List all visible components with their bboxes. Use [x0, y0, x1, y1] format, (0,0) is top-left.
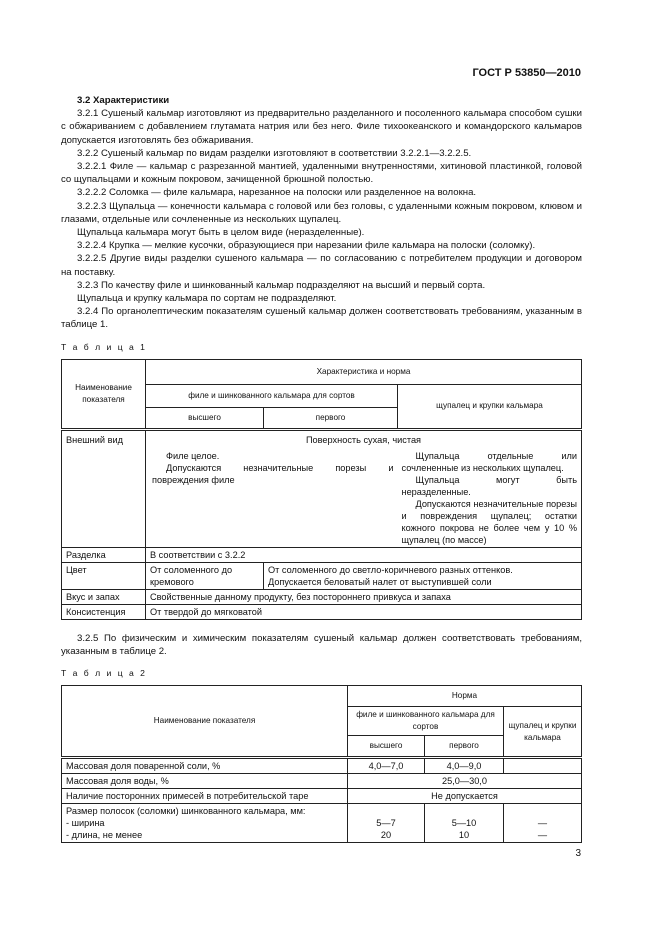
table2-head-tent: щупалец и крупки кальмара — [504, 707, 582, 758]
size-label: Размер полосок (соломки) шинкованного кальмара, мм: — [66, 806, 306, 817]
table2-head-first: первого — [425, 736, 504, 758]
document-header: ГОСТ Р 53850—2010 — [472, 67, 581, 79]
row-label-salt: Массовая доля поваренной соли, % — [62, 758, 348, 774]
table-1 — [61, 359, 582, 620]
paragraph: 3.2.4 По органолептическим показателям сушеный кальмар должен соответствовать требованиям, указанным в таблице 1. — [61, 306, 582, 331]
color-rest-2: Допускается беловатый налет от выступившей соли — [268, 576, 492, 587]
table2-caption: Т а б л и ц а 2 — [61, 668, 147, 679]
table1-head-top: высшего — [146, 407, 264, 429]
paragraph: 3.2.2.2 Соломка — филе кальмара, нарезанное на полоски или разделенное на волокна. — [77, 187, 477, 199]
page-number: 3 — [575, 848, 581, 859]
row-label-look: Внешний вид — [62, 429, 146, 547]
paragraph: 3.2.1 Сушеный кальмар изготовляют из предварительно разделанного и посоленного кальмара способом сушки с обжариванием с добавлением глутамата натрия или без него. Филе тихоокеанского и командорского кальмаров допускается изготовлять без обжаривания. — [61, 108, 582, 146]
size-top-cell — [348, 804, 425, 843]
page-content — [61, 94, 582, 843]
color-rest-1: От соломенного до светло-коричневого разных оттенков. — [268, 564, 513, 575]
paragraph: 3.2.2.1 Филе — кальмар с разрезанной мантией, удаленными внутренностями, хитиновой пластинкой, головой со щупальцами и кожным покровом, зачищенной брюшной полостью. — [61, 161, 582, 186]
size-first-cell — [425, 804, 504, 843]
table2-head-fillet: филе и шинкованного кальмара для сортов — [348, 707, 504, 736]
paragraph: 3.2.2 Сушеный кальмар по видам разделки изготовляют в соответствии 3.2.2.1—3.2.2.5. — [77, 147, 472, 159]
salt-top: 4,0—7,0 — [348, 758, 425, 774]
size-length-label: - длина, не менее — [66, 830, 143, 841]
table1-head-fillet: филе и шинкованного кальмара для сортов — [146, 384, 398, 407]
size-length-first: 10 — [458, 830, 470, 841]
size-tent-cell — [504, 804, 582, 843]
table1-head-first: первого — [264, 407, 398, 429]
row-label-cut: Разделка — [62, 547, 146, 562]
row-label-water: Массовая доля воды, % — [62, 774, 348, 789]
table1-head-name: Наименование показателя — [62, 359, 146, 429]
look-tent-2: Щупальца могут быть неразделенные. — [401, 474, 577, 497]
row-label-impurities: Наличие посторонних примесей в потребительской таре — [62, 789, 348, 804]
table2-head-norm: Норма — [348, 686, 582, 707]
look-fillet-cell — [146, 449, 398, 548]
table1-head-char: Характеристика и норма — [146, 359, 582, 384]
table2-head-name: Наименование показателя — [62, 686, 348, 758]
impurities-value: Не допускается — [348, 789, 582, 804]
salt-tent — [504, 758, 582, 774]
paragraph: 3.2.2.5 Другие виды разделки сушеного кальмара — по согласованию с потребителем продукции и договором на поставку. — [61, 253, 582, 278]
look-fillet-1: Филе целое. — [166, 450, 220, 461]
row-label-consistency: Консистенция — [62, 604, 146, 619]
size-width-tent: — — [537, 818, 548, 829]
look-tent-3: Допускаются незначительные порезы и повреждения щупалец; остатки кожного покрова не более чем у 10 % щупалец (по массе) — [401, 498, 577, 545]
taste-value: Свойственные данному продукту, без постороннего привкуса и запаха — [146, 589, 582, 604]
table2-head-top: высшего — [348, 736, 425, 758]
paragraph: 3.2.3 По качеству филе и шинкованный кальмар подразделяют на высший и первый сорта. — [77, 279, 486, 291]
look-fillet-2: Допускаются незначительные порезы и повреждения филе — [152, 462, 394, 485]
size-length-tent: — — [537, 830, 548, 841]
paragraph: 3.2.2.3 Щупальца — конечности кальмара с головой или без головы, с удаленными кожным покровом, клювом и глазами, отдельные или сочлененные из нескольких щупалец. — [61, 200, 582, 225]
table-2 — [61, 685, 582, 843]
section-title: 3.2 Характеристики — [77, 95, 170, 106]
size-width-top: 5—7 — [376, 818, 396, 829]
look-surface: Поверхность сухая, чистая — [146, 429, 582, 449]
size-width-first: 5—10 — [451, 818, 477, 829]
water-value: 25,0—30,0 — [348, 774, 582, 789]
look-tent-1: Щупальца отдельные или сочлененные из нескольких щупалец. — [401, 450, 577, 473]
size-width-label: - ширина — [66, 818, 105, 829]
salt-first: 4,0—9,0 — [425, 758, 504, 774]
row-label-taste: Вкус и запах — [62, 589, 146, 604]
color-top: От соломенного до кремового — [146, 562, 264, 589]
paragraph: 3.2.5 По физическим и химическим показателям сушеный кальмар должен соответствовать требованиям, указанным в таблице 2. — [61, 632, 582, 658]
row-label-color: Цвет — [62, 562, 146, 589]
paragraph: 3.2.2.4 Крупка — мелкие кусочки, образующиеся при нарезании филе кальмара на полоски (соломку). — [77, 240, 536, 252]
cut-value: В соответствии с 3.2.2 — [146, 547, 582, 562]
paragraph: Щупальца кальмара могут быть в целом виде (неразделенные). — [77, 227, 365, 239]
row-label-size — [62, 804, 348, 843]
look-tent-cell — [398, 449, 582, 548]
size-length-top: 20 — [380, 830, 392, 841]
table1-head-tent: щупалец и крупки кальмара — [398, 384, 582, 429]
table1-caption: Т а б л и ц а 1 — [61, 341, 147, 352]
color-rest-cell — [264, 562, 582, 589]
paragraph: Щупальца и крупку кальмара по сортам не подразделяют. — [77, 293, 337, 305]
consistency-value: От твердой до мягковатой — [146, 604, 582, 619]
